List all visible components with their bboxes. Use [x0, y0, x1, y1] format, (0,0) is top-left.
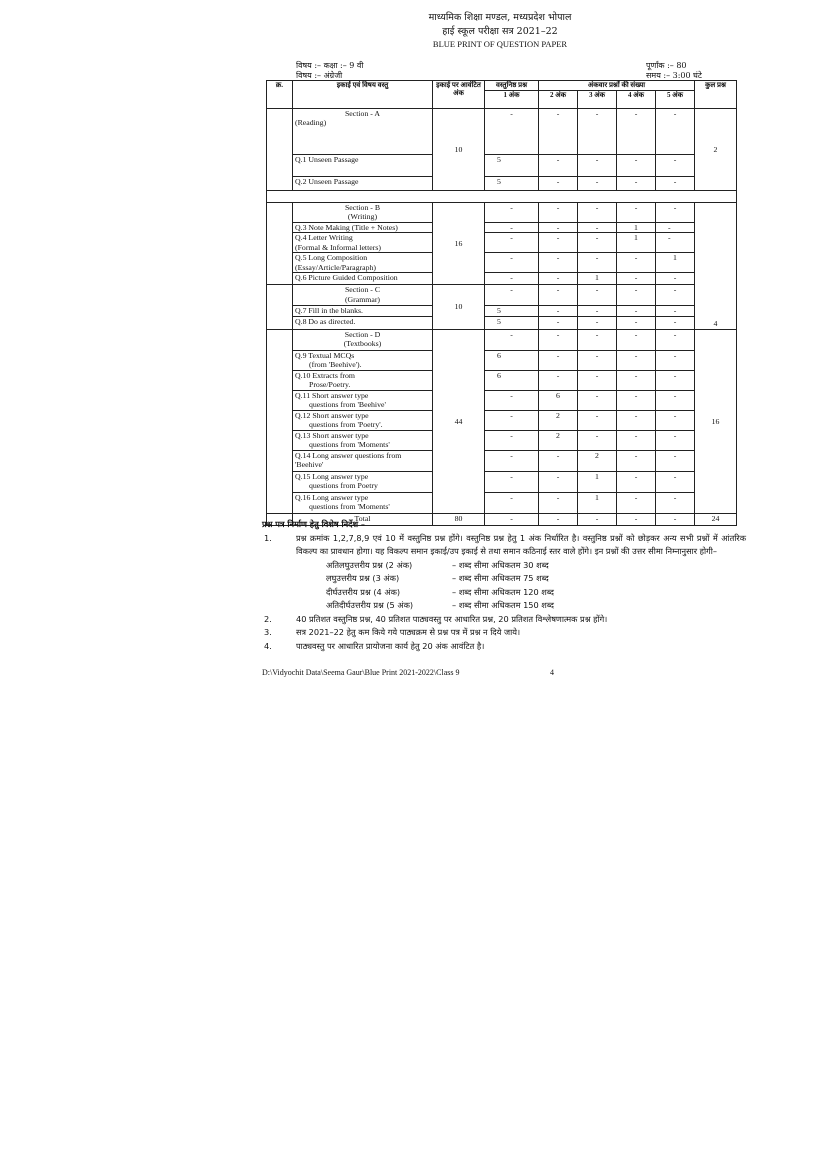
value-cell: - — [485, 513, 539, 525]
question-label-cell — [293, 450, 433, 471]
value-cell: 1 — [617, 223, 656, 233]
question-label: Q.12 Short answer type — [295, 410, 369, 420]
value-cell: - — [578, 253, 617, 273]
question-label: Q.1 Unseen Passage — [293, 155, 433, 177]
value-cell: 2 — [578, 450, 617, 471]
word-limits — [262, 559, 746, 613]
value-cell: - — [485, 233, 539, 253]
value-cell: - — [617, 109, 656, 155]
question-label: Q.9 Textual MCQs — [295, 350, 355, 360]
word-limit: – शब्द सीमा अधिकतम 75 शब्द — [452, 573, 549, 583]
value-cell: - — [485, 492, 539, 513]
value-cell: - — [656, 471, 695, 492]
header-2-mark: 2 अंक — [539, 91, 578, 109]
value-cell: 1 — [578, 492, 617, 513]
value-cell: - — [656, 109, 695, 155]
question-label-cell — [293, 370, 433, 390]
value-cell: - — [578, 513, 617, 525]
value-cell: - — [578, 370, 617, 390]
question-label-cell — [293, 492, 433, 513]
section-d-total-q: 16 — [695, 329, 737, 513]
value-cell: 5 — [485, 155, 539, 177]
question-type: अतिलघुउत्तरीय प्रश्न (2 अंक) — [326, 559, 413, 570]
value-cell: - — [656, 155, 695, 177]
value-cell: - — [539, 492, 578, 513]
value-cell: 1 — [617, 233, 656, 253]
table-row — [267, 273, 737, 285]
question-label-cell — [293, 253, 433, 273]
value-cell: - — [656, 450, 695, 471]
value-cell: - — [578, 223, 617, 233]
question-label-detail: questions from 'Beehive' — [309, 400, 386, 410]
value-cell: - — [539, 513, 578, 525]
spacer-cell — [267, 191, 737, 203]
value-cell: - — [656, 430, 695, 450]
value-cell: - — [539, 350, 578, 370]
value-cell: - — [617, 430, 656, 450]
question-type: लघुउत्तरीय प्रश्न (3 अंक) — [326, 573, 400, 583]
question-label: Q.16 Long answer type — [295, 492, 369, 502]
word-limit-row — [326, 586, 746, 600]
question-label: Q.7 Fill in the blanks. — [293, 306, 433, 316]
table-row — [267, 410, 737, 430]
header-4-mark: 4 अंक — [617, 91, 656, 109]
value-cell: - — [578, 285, 617, 306]
table-row — [267, 109, 737, 155]
subject: विषय :– अंग्रेजी — [296, 71, 343, 80]
value-cell: - — [539, 223, 578, 233]
value-cell: - — [656, 350, 695, 370]
question-label-detail: questions from Poetry — [309, 481, 378, 491]
time: समय :– 3:00 घंटे — [646, 71, 702, 80]
table-row — [267, 253, 737, 273]
value-cell: 2 — [539, 410, 578, 430]
section-c-subtitle: (Grammar) — [344, 294, 381, 304]
table-row — [267, 155, 737, 177]
question-label-detail: (Essay/Article/Paragraph) — [295, 262, 376, 272]
value-cell: - — [539, 155, 578, 177]
question-label: Q.4 Letter Writing — [295, 233, 353, 243]
section-b-marks: 16 — [433, 203, 485, 285]
question-label-cell — [293, 430, 433, 450]
header-1-mark: 1 अंक — [485, 91, 539, 109]
value-cell: - — [485, 329, 539, 350]
value-cell: - — [539, 306, 578, 316]
header-3-mark: 3 अंक — [578, 91, 617, 109]
question-label: Q.11 Short answer type — [295, 390, 369, 400]
value-cell: - — [539, 471, 578, 492]
table-row — [267, 233, 737, 253]
value-cell: 6 — [539, 390, 578, 410]
total-questions: 24 — [695, 513, 737, 525]
question-label-detail: (Formal & Informal letters) — [295, 242, 381, 252]
table-row — [267, 329, 737, 350]
section-c-marks: 10 — [433, 285, 485, 329]
value-cell: - — [617, 155, 656, 177]
file-path: D:\Vidyochit Data\Seema Gaur\Blue Print 2021-2022\Class 9 — [262, 668, 460, 677]
value-cell: - — [485, 285, 539, 306]
value-cell: - — [617, 177, 656, 191]
value-cell: - — [617, 253, 656, 273]
value-cell: - — [578, 316, 617, 329]
section-title-cell — [293, 203, 433, 223]
question-label: Q.2 Unseen Passage — [293, 177, 433, 191]
value-cell: 6 — [485, 350, 539, 370]
question-label-cell — [293, 350, 433, 370]
value-cell: 1 — [656, 253, 695, 273]
question-label: Q.14 Long answer questions from — [295, 450, 402, 460]
value-cell: - — [539, 370, 578, 390]
header-objective: वस्तुनिष्ठ प्रश्न — [485, 81, 539, 91]
value-cell: - — [656, 390, 695, 410]
table-row — [267, 223, 737, 233]
board-name: माध्यमिक शिक्षा मण्डल, मध्यप्रदेश भोपाल — [428, 12, 572, 23]
value-cell: - — [617, 390, 656, 410]
value-cell: - — [656, 223, 695, 233]
table-row — [267, 177, 737, 191]
value-cell: - — [578, 155, 617, 177]
section-title-cell — [293, 329, 433, 350]
question-label-detail: questions from 'Moments' — [309, 440, 390, 450]
value-cell: - — [656, 233, 695, 253]
question-label-detail: questions from 'Poetry'. — [309, 420, 383, 430]
instruction-number: 4. — [264, 640, 272, 651]
value-cell: - — [656, 273, 695, 285]
value-cell: 1 — [578, 273, 617, 285]
value-cell: 5 — [485, 316, 539, 329]
section-title-cell — [293, 109, 433, 155]
value-cell: - — [656, 410, 695, 430]
table-row — [267, 450, 737, 471]
section-d-subtitle: (Textbooks) — [343, 339, 382, 349]
full-marks: पूर्णांक :– 80 — [646, 61, 687, 70]
value-cell: 2 — [539, 430, 578, 450]
value-cell: - — [539, 450, 578, 471]
value-cell: - — [656, 285, 695, 306]
instruction-text: पाठ्यवस्तु पर आधारित प्रायोजना कार्य हेतु 20 अंक आवंटित है। — [296, 640, 485, 651]
instruction-item — [262, 640, 746, 654]
value-cell: - — [617, 471, 656, 492]
question-type: दीर्घउत्तरीय प्रश्न (4 अंक) — [326, 586, 401, 597]
section-d-marks: 44 — [433, 329, 485, 513]
table-row — [267, 285, 737, 306]
instruction-item — [262, 613, 746, 627]
value-cell: - — [656, 370, 695, 390]
value-cell: - — [617, 316, 656, 329]
value-cell: - — [617, 492, 656, 513]
value-cell: - — [485, 273, 539, 285]
value-cell: - — [578, 390, 617, 410]
header-marks: इकाई पर आवंटित अंक — [433, 81, 485, 109]
total-label: Total — [293, 513, 433, 525]
blueprint-table — [266, 80, 737, 526]
section-c-title: Section - C — [344, 285, 381, 295]
sno-cell — [267, 203, 293, 285]
value-cell: - — [539, 109, 578, 155]
section-a-total-q: 2 — [695, 109, 737, 191]
question-label-cell — [293, 390, 433, 410]
section-d-title: Section - D — [344, 329, 381, 339]
question-label-cell — [293, 233, 433, 253]
value-cell: - — [539, 329, 578, 350]
value-cell: - — [539, 273, 578, 285]
question-label: Q.3 Note Making (Title + Notes) — [293, 223, 433, 233]
instruction-item — [262, 626, 746, 640]
value-cell: - — [485, 253, 539, 273]
value-cell: 6 — [485, 370, 539, 390]
instructions — [262, 518, 746, 653]
value-cell: - — [617, 410, 656, 430]
section-b-title: Section - B — [344, 203, 381, 212]
word-limit: – शब्द सीमा अधिकतम 150 शब्द — [452, 600, 554, 610]
value-cell: 1 — [578, 471, 617, 492]
spacer-row — [267, 191, 737, 203]
table-row — [267, 370, 737, 390]
sno-cell — [267, 329, 293, 513]
table-row — [267, 316, 737, 329]
value-cell: - — [578, 410, 617, 430]
word-limit: – शब्द सीमा अधिकतम 30 शब्द — [452, 559, 549, 570]
value-cell: - — [578, 430, 617, 450]
value-cell: - — [656, 329, 695, 350]
value-cell: - — [617, 273, 656, 285]
value-cell: - — [656, 306, 695, 316]
table-row — [267, 492, 737, 513]
value-cell: 5 — [485, 177, 539, 191]
question-label: Q.6 Picture Guided Composition — [293, 273, 433, 285]
value-cell: - — [617, 450, 656, 471]
value-cell: - — [578, 329, 617, 350]
exam-session: हाई स्कूल परीक्षा सत्र 2021–22 — [442, 26, 558, 37]
value-cell: - — [539, 203, 578, 223]
header-total-q: कुल प्रश्न — [695, 81, 737, 109]
question-label: Q.8 Do as directed. — [293, 316, 433, 329]
value-cell: - — [617, 370, 656, 390]
value-cell: - — [485, 223, 539, 233]
value-cell: - — [485, 410, 539, 430]
instruction-text: प्रश्न क्रमांक 1,2,7,8,9 एवं 10 में वस्तुनिष्ठ प्रश्न होंगे। वस्तुनिष्ठ प्रश्न हेतु 1 अंक निर्धारित है। वस्तुनिष्ठ प्रश्नों को छोड़कर अन्य सभी प्रश्नों में आंतरिक विकल्प का प्रावधान होगा। यह विकल्प समान इकाई/उप इकाई से तथा समान कठिनाई स्तर वाले होंगे। इन प्रश्नों की उत्तर सीमा निम्नानुसार होगी– — [296, 532, 746, 556]
value-cell: - — [485, 450, 539, 471]
value-cell: - — [617, 350, 656, 370]
instruction-number: 1. — [264, 532, 272, 543]
value-cell: 5 — [485, 306, 539, 316]
header-marks-wise: अंकवार प्रश्नों की संख्या — [539, 81, 695, 91]
question-label: Q.10 Extracts from — [295, 370, 355, 380]
header-sno: क्र. — [267, 81, 293, 109]
question-type: अतिदीर्घउत्तरीय प्रश्न (5 अंक) — [326, 600, 414, 610]
value-cell: - — [539, 285, 578, 306]
word-limit-row — [326, 599, 746, 613]
value-cell: - — [578, 350, 617, 370]
page-number: 4 — [550, 668, 554, 677]
value-cell: - — [617, 203, 656, 223]
value-cell: - — [578, 109, 617, 155]
instruction-number: 3. — [264, 627, 272, 637]
table-row — [267, 203, 737, 223]
word-limit-row — [326, 559, 746, 573]
instruction-text: 40 प्रतिशत वस्तुनिष्ठ प्रश्न, 40 प्रतिशत पाठ्यवस्तु पर आधारित प्रश्न, 20 प्रतिशत विश्लेषणात्मक प्रश्न होंगे। — [296, 613, 608, 624]
question-label: Q.15 Long answer type — [295, 471, 369, 481]
value-cell: - — [485, 109, 539, 155]
value-cell: - — [539, 233, 578, 253]
question-label-detail: (from 'Beehive'). — [309, 360, 362, 370]
value-cell: - — [485, 390, 539, 410]
section-title-cell — [293, 285, 433, 306]
value-cell: - — [485, 203, 539, 223]
value-cell: - — [617, 513, 656, 525]
value-cell: - — [539, 253, 578, 273]
table-row — [267, 430, 737, 450]
instruction-text: सत्र 2021–22 हेतु कम किये गये पाठ्यक्रम से प्रश्न पत्र में प्रश्न न दिये जाये। — [296, 627, 521, 637]
value-cell: - — [617, 285, 656, 306]
section-a-title: Section - A — [344, 109, 381, 118]
value-cell: - — [578, 203, 617, 223]
sno-cell — [267, 285, 293, 329]
question-label: Q.13 Short answer type — [295, 430, 369, 440]
instruction-number: 2. — [264, 613, 272, 624]
section-b-total-q: 4 — [695, 203, 737, 330]
question-label-cell — [293, 410, 433, 430]
value-cell: - — [485, 430, 539, 450]
value-cell: - — [617, 306, 656, 316]
value-cell: - — [656, 177, 695, 191]
page-title: BLUE PRINT OF QUESTION PAPER — [432, 39, 568, 49]
value-cell: - — [656, 513, 695, 525]
instruction-item — [262, 532, 746, 559]
word-limit-row — [326, 572, 746, 586]
question-label-detail: 'Beehive' — [295, 460, 324, 470]
table-header-row — [267, 81, 737, 91]
word-limit: – शब्द सीमा अधिकतम 120 शब्द — [452, 586, 554, 597]
total-marks: 80 — [433, 513, 485, 525]
section-a-subtitle: (Reading) — [295, 118, 327, 128]
value-cell: - — [485, 471, 539, 492]
section-a-marks: 10 — [433, 109, 485, 191]
table-row — [267, 306, 737, 316]
value-cell: - — [539, 177, 578, 191]
question-label-cell — [293, 471, 433, 492]
sno-cell — [267, 109, 293, 191]
value-cell: - — [656, 203, 695, 223]
table-row — [267, 390, 737, 410]
value-cell: - — [656, 316, 695, 329]
value-cell: - — [617, 329, 656, 350]
value-cell: - — [578, 177, 617, 191]
table-row — [267, 471, 737, 492]
header-unit: इकाई एवं विषय वस्तु — [293, 81, 433, 109]
question-label-detail: Prose/Poetry. — [309, 380, 351, 390]
question-label-detail: questions from 'Moments' — [309, 502, 390, 512]
table-row — [267, 350, 737, 370]
value-cell: - — [578, 233, 617, 253]
value-cell: - — [539, 316, 578, 329]
value-cell: - — [578, 306, 617, 316]
section-b-subtitle: (Writing) — [347, 212, 378, 222]
value-cell: - — [656, 492, 695, 513]
question-label: Q.5 Long Composition — [295, 253, 368, 263]
subject-class: विषय :– कक्षा :– 9 वी — [296, 61, 364, 70]
header-5-mark: 5 अंक — [656, 91, 695, 109]
instructions-title: प्रश्न पत्र निर्माण हेतु विशेष निर्देश – — [262, 519, 365, 529]
